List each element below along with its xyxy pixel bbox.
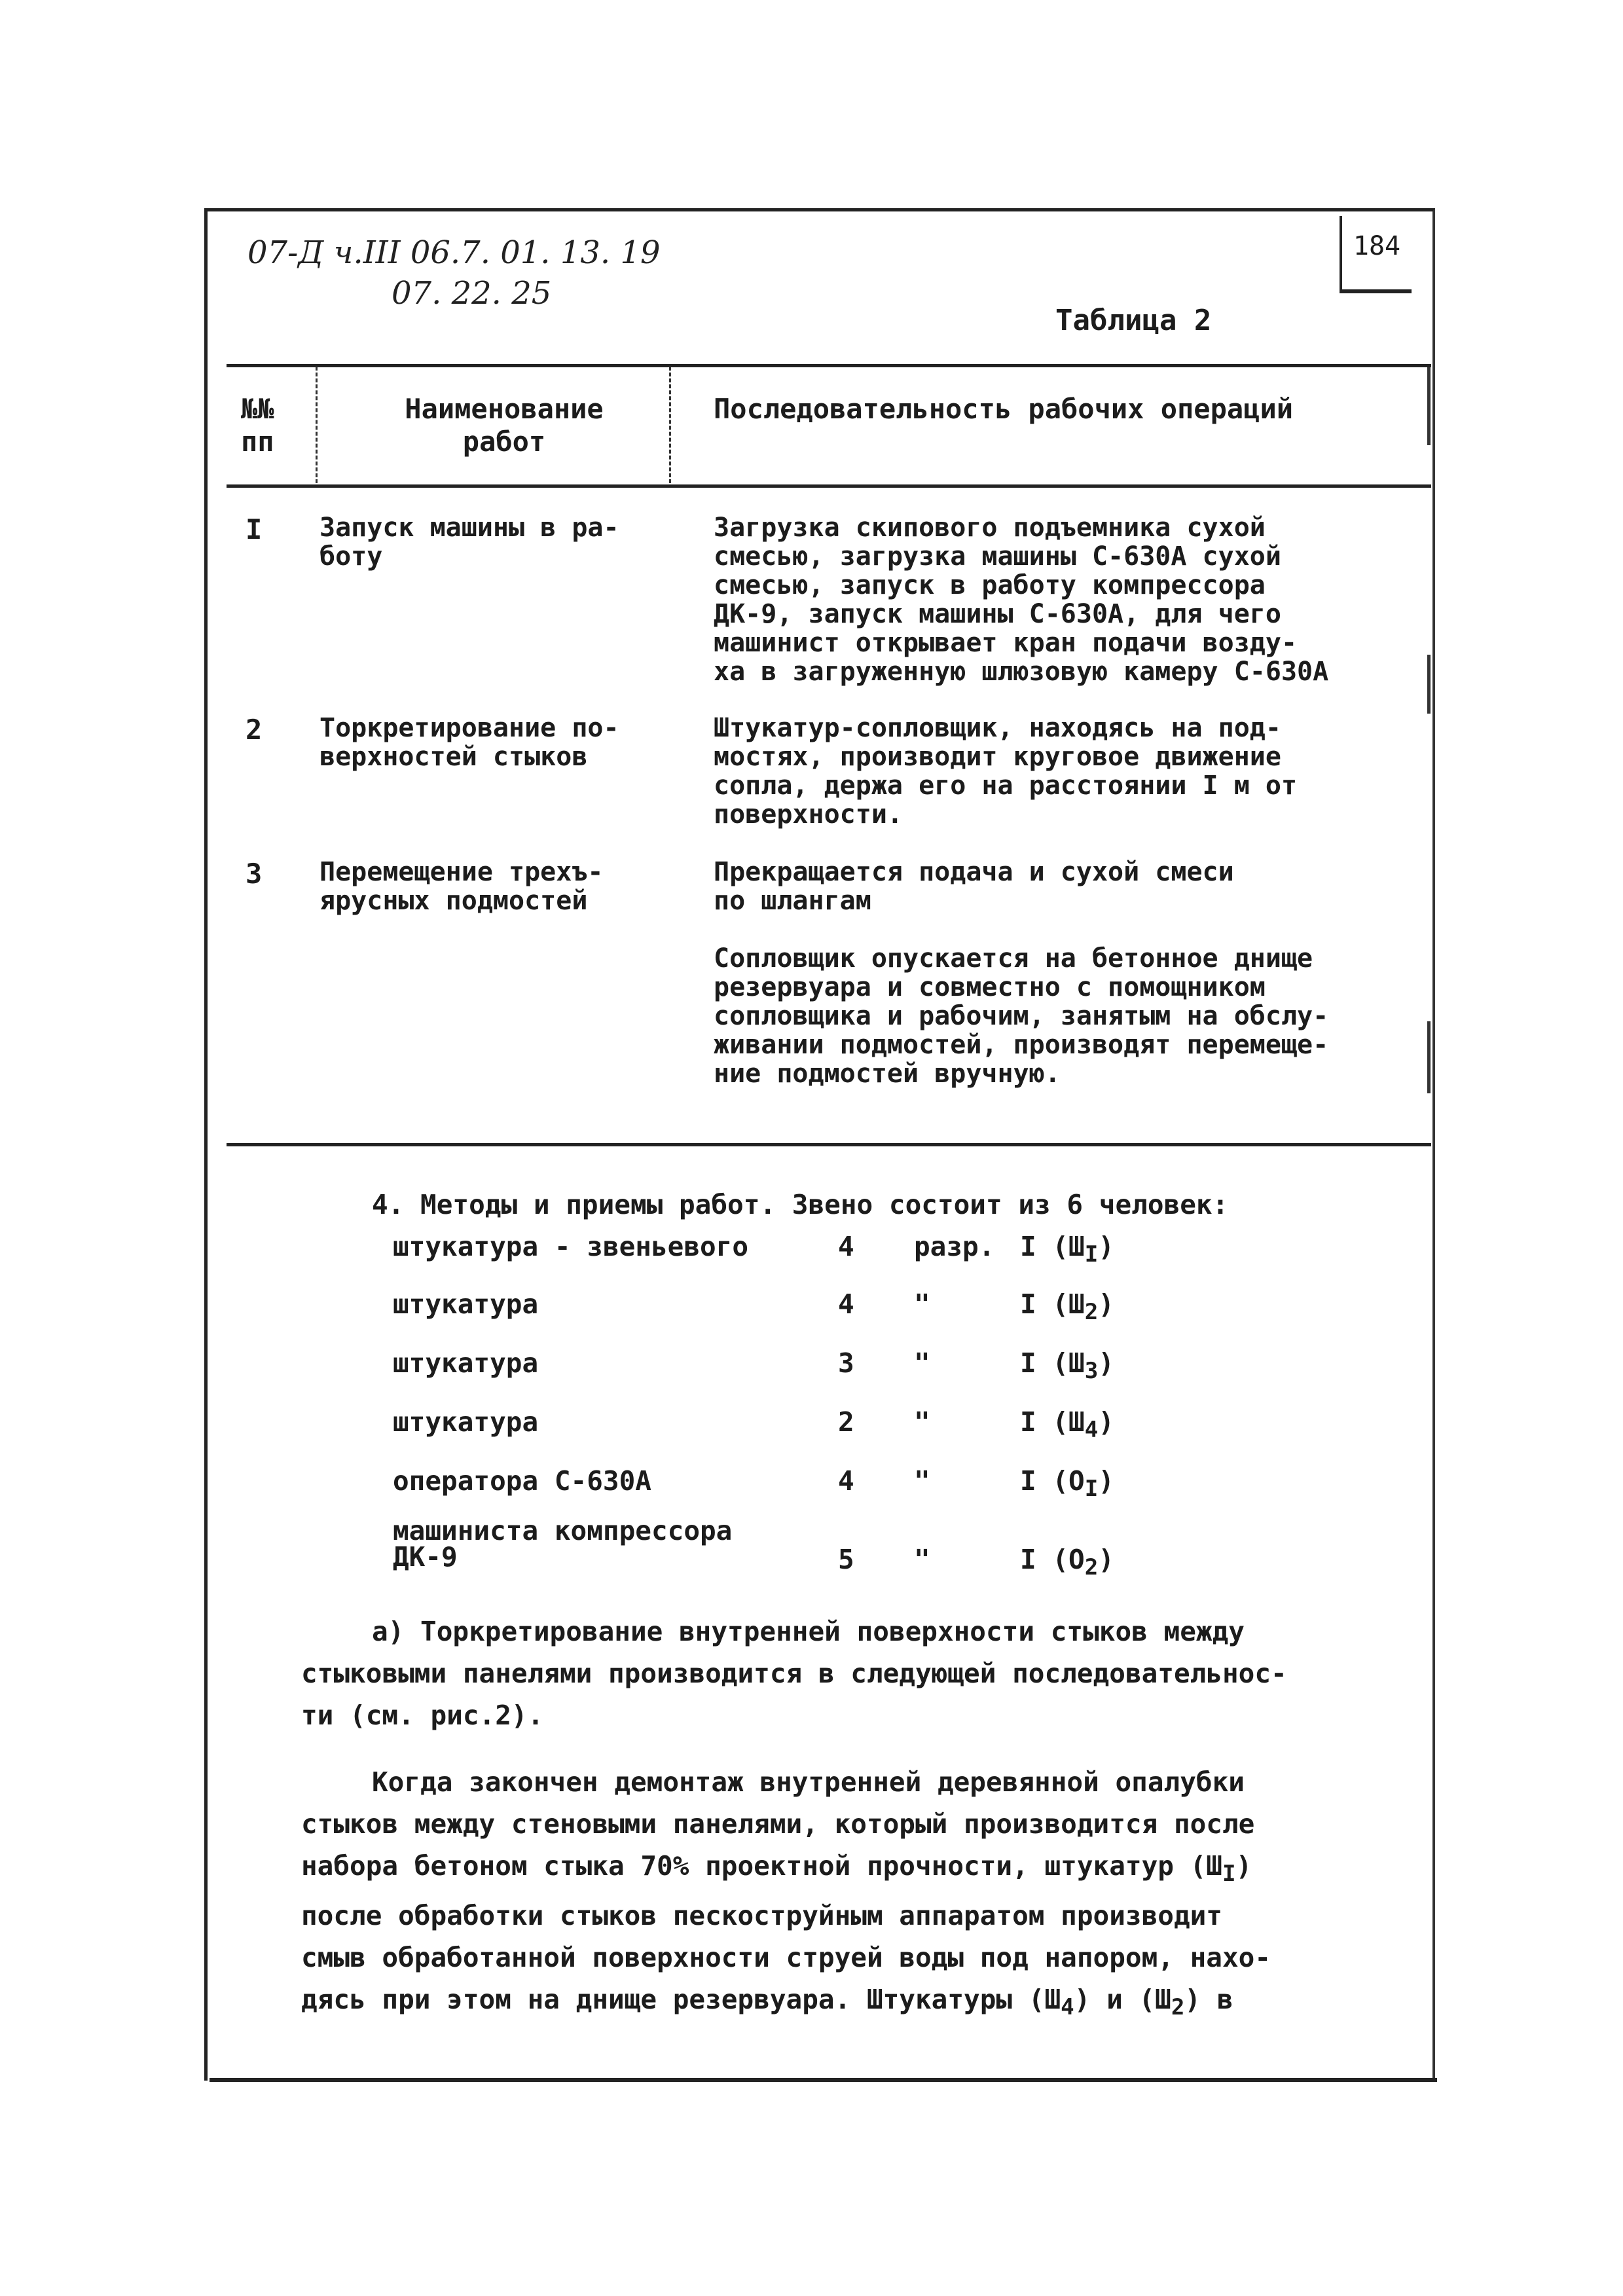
- worker-grade: 4: [838, 1231, 854, 1262]
- row-number: 3: [246, 858, 263, 890]
- worker-count: I $(О_I)$: [1020, 1465, 1115, 1503]
- worker-name: штукатура - звеньевого: [393, 1231, 749, 1262]
- section-heading: 4. Методы и приемы работ. Звено состоит из 6 человек:: [372, 1189, 1229, 1220]
- row-number: 2: [246, 714, 263, 746]
- worker-grade-mark: ": [914, 1544, 930, 1575]
- work-name: Перемещение трехъ- ярусных подмостей: [319, 857, 604, 916]
- right-edge-mark: [1427, 1021, 1431, 1093]
- worker-grade: 4: [838, 1288, 854, 1320]
- worker-name: машиниста компрессора ДК-9: [393, 1515, 733, 1573]
- page-number: 184: [1340, 216, 1412, 293]
- column-header-ops: Последовательность рабочих операций: [714, 393, 1294, 425]
- paragraph-a: а) Торкретирование внутренней поверхности стыков между стыковыми панелями производится в следующей последовательнос- ти (см. рис.2).: [301, 1616, 1287, 1731]
- handwritten-code-line1: 07-Д ч.III 06.7. 01. 13. 19: [247, 234, 661, 271]
- page-bottom-rule: [210, 2078, 1437, 2082]
- worker-name: штукатура: [393, 1406, 539, 1438]
- table-header-rule: [227, 484, 1431, 488]
- worker-name: штукатура: [393, 1288, 539, 1320]
- worker-grade-mark: ": [914, 1347, 930, 1379]
- worker-count: I $(О_2)$: [1020, 1544, 1115, 1581]
- worker-grade-mark: ": [914, 1406, 930, 1438]
- worker-name: штукатура: [393, 1347, 539, 1379]
- table-top-rule: [227, 364, 1431, 367]
- worker-grade: 4: [838, 1465, 854, 1497]
- worker-grade: 3: [838, 1347, 854, 1379]
- worker-grade: 2: [838, 1406, 854, 1438]
- column-header-name: Наименование работ: [405, 393, 604, 458]
- table-label: Таблица 2: [1055, 304, 1212, 337]
- worker-count: I $(Ш_4)$: [1020, 1406, 1115, 1444]
- worker-name: оператора С-630А: [393, 1465, 651, 1497]
- worker-count: I $(Ш_2)$: [1020, 1288, 1115, 1326]
- handwritten-code-line2: 07. 22. 25: [392, 275, 552, 312]
- worker-grade-mark: ": [914, 1288, 930, 1320]
- worker-grade-mark: разр.: [914, 1231, 995, 1262]
- worker-count: I $(Ш_3)$: [1020, 1347, 1115, 1385]
- worker-grade-mark: ": [914, 1465, 930, 1497]
- work-name: Запуск машины в ра- боту: [319, 513, 619, 572]
- column-separator: [316, 367, 318, 483]
- right-edge-mark: [1427, 367, 1431, 445]
- worker-count: I $(Ш_I)$: [1020, 1231, 1115, 1268]
- row-number: I: [246, 513, 263, 545]
- work-operations: Штукатур-сопловщик, находясь на под- мостях, производит круговое движение сопла, держа его на расстоянии I м от поверхности.: [714, 713, 1298, 829]
- table-bottom-rule: [227, 1143, 1431, 1146]
- right-edge-mark: [1427, 655, 1431, 714]
- work-operations: Загрузка скипового подъемника сухой смесью, загрузка машины С-630А сухой смесью, запуск в работу компрессора ДК-9, запуск машины С-630А, для чего машинист открывает кран подачи возду- ха в загруженную шлюзовую камеру С-630А: [714, 513, 1329, 687]
- paragraph-b: Когда закончен демонтаж внутренней деревянной опалубки стыков между стеновыми панелями, который производится после набора бетоном стыка 70% проектной прочности, штукатур $(Ш_I)$ после обработки стыков пескоструйным аппаратом производит смыв обработанной поверхности струей воды под напором, нахо- дясь при этом на днище резервуара. Штукатуры $(Ш_4)$ и $(Ш_2)$ в: [301, 1766, 1271, 2021]
- work-operations-continued: Сопловщик опускается на бетонное днище резервуара и совместно с помощником сопловщика и рабочим, занятым на обслу- живании подмостей, производят перемеще- ние подмостей вручную.: [714, 943, 1329, 1089]
- work-name: Торкретирование по- верхностей стыков: [319, 713, 619, 772]
- worker-grade: 5: [838, 1544, 854, 1575]
- work-operations: Прекращается подача и сухой смеси по шлангам: [714, 857, 1234, 916]
- column-separator: [669, 367, 671, 483]
- column-header-num: №№ пп: [241, 393, 274, 458]
